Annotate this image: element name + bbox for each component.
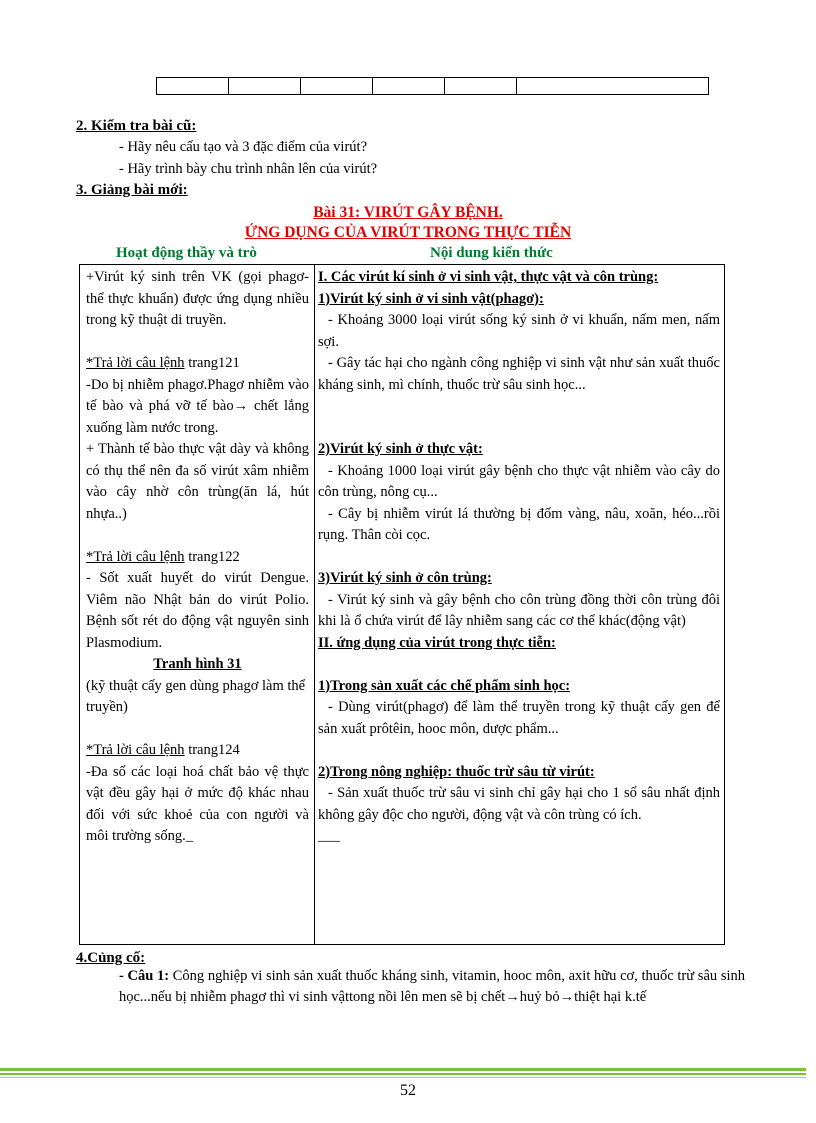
empty-table (156, 77, 709, 95)
content-paragraph: - Sản xuất thuốc trừ sâu vi sinh chỉ gây hại cho 1 số sâu nhất định không gây độc cho người, động vật và côn trùng có ích. (318, 785, 720, 823)
lesson-title-line-1: Bài 31: VIRÚT GÂY BỆNH. (313, 204, 503, 221)
content-paragraph: - Khoảng 3000 loại virút sống ký sinh ở vi khuẩn, nấm men, nấm sợi. (318, 312, 720, 350)
knowledge-content-column (318, 267, 720, 848)
content-paragraph: - Dùng virút(phagơ) để làm thể truyền trong kỹ thuật cấy gen để sản xuất prôtêin, hooc môn, dược phẩm... (318, 699, 720, 737)
content-paragraph: - Gây tác hại cho ngành công nghiệp vi sinh vật như sản xuất thuốc kháng sinh, mì chính, thuốc trừ sâu sinh học... (318, 355, 720, 393)
activity-prompt (86, 740, 309, 762)
table-cell (445, 78, 517, 95)
column-divider (314, 265, 315, 944)
heading-part-2: II. ứng dụng của virút trong thực tiễn: (318, 634, 556, 651)
subheading: 1)Trong sản xuất các chế phẩm sinh học: (318, 677, 571, 694)
prompt-page: trang122 (184, 548, 240, 565)
activity-prompt (86, 547, 309, 569)
question-text-mid: huỷ bỏ (519, 989, 560, 1005)
table-cell (157, 78, 229, 95)
right-column-header: Nội dung kiến thức (430, 245, 553, 261)
lesson-title-line-2: ỨNG DỤNG CỦA VIRÚT TRONG THỰC TIỄN (244, 224, 572, 241)
prompt-label: *Trả lời câu lệnh (86, 742, 185, 758)
section-3-heading: 3. Giảng bài mới: (76, 182, 188, 198)
table-cell (373, 78, 445, 95)
consolidation-question-1 (119, 966, 745, 1008)
content-paragraph: - Khoảng 1000 loại virút gây bệnh cho thực vật nhiễm vào cây do côn trùng, nông cụ... (318, 462, 720, 500)
footer-divider (0, 1068, 806, 1078)
teacher-student-activity-column (86, 267, 309, 848)
arrow-icon: → (233, 398, 249, 414)
figure-label: Tranh hình 31 (153, 656, 242, 672)
prompt-page: trang124 (184, 742, 240, 758)
page-number: 52 (400, 1082, 416, 1099)
arrow-icon: → (559, 989, 575, 1005)
activity-paragraph: -Đa số các loại hoá chất bảo vệ thực vật đều gây hại ở mức độ khác nhau đối với sức khoẻ của con người và môi trường sống._ (86, 763, 309, 844)
content-paragraph: - Virút ký sinh và gây bệnh cho côn trùng đồng thời côn trùng đôi khi là ổ chứa virút để lây nhiễm sang các cơ thể khác(động vật) (318, 591, 720, 629)
section-2-heading: 2. Kiểm tra bài cũ: (76, 118, 197, 134)
table-cell (517, 78, 709, 95)
left-column-header: Hoạt động thầy và trò (116, 245, 257, 261)
activity-paragraph (86, 375, 309, 440)
table-cell (229, 78, 301, 95)
answer-text-end: chết lắng xuống làm nước trong. (86, 398, 309, 436)
end-mark: ___ (318, 828, 340, 844)
activity-paragraph: (kỹ thuật cấy gen dùng phagơ làm thể truyền) (86, 677, 306, 715)
question-text-end: thiệt hại k.tế (574, 989, 647, 1005)
activity-prompt (86, 353, 309, 375)
subheading: 3)Virút ký sinh ở côn trùng: (318, 570, 492, 586)
content-paragraph: - Cây bị nhiễm virút lá thường bị đốm vàng, nâu, xoăn, héo...rồi rụng. Thân còi cọc. (318, 505, 720, 543)
activity-paragraph: +Virút ký sinh trên VK (gọi phagơ-thể thực khuẩn) được ứng dụng nhiều trong kỹ thuật di truyền. (86, 269, 309, 328)
lesson-content-table (79, 264, 725, 945)
prompt-label: *Trả lời câu lệnh (86, 548, 185, 565)
heading-part-1: I. Các virút kí sinh ở vi sinh vật, thực vật và côn trùng: (318, 269, 659, 285)
section-4-heading: 4.Củng cố: (76, 950, 146, 966)
subheading: 2)Trong nông nghiệp: thuốc trừ sâu từ virút: (318, 763, 595, 780)
question-text: Công nghiệp vi sinh sản xuất thuốc kháng sinh, vitamin, hooc môn, axit hữu cơ, thuốc trừ sâu sinh học...nếu bị nhiễm phagơ thì vi sinh vậttong nồi lên men sẽ bị chết (119, 968, 745, 1005)
subheading: 1)Virút ký sinh ở vi sinh vật(phagơ): (318, 290, 544, 307)
activity-paragraph: - Sốt xuất huyết do virút Dengue. Viêm não Nhật bản do virút Polio. Bệnh sốt rét do động vật nguyên sinh Plasmodium. (86, 570, 309, 651)
prompt-page: trang121 (184, 355, 240, 371)
subheading: 2)Virút ký sinh ở thực vật: (318, 441, 483, 457)
prompt-label: *Trả lời câu lệnh (86, 355, 185, 371)
table-row (157, 78, 709, 95)
question-label: - Câu 1: (119, 968, 170, 984)
answer-text: -Do bị nhiễm phagơ.Phagơ nhiễm vào tế bào và phá vỡ tế bào (86, 376, 309, 414)
review-question-2: - Hãy trình bày chu trình nhân lên của virút? (119, 161, 378, 177)
review-question-1: - Hãy nêu cấu tạo và 3 đặc điểm của virút? (119, 139, 368, 155)
arrow-icon: → (505, 989, 520, 1005)
activity-paragraph: + Thành tế bào thực vật dày và không có thụ thể nên đa số virút xâm nhiễm vào cây nhờ côn trùng(ăn lá, hút nhựa..) (86, 441, 309, 522)
table-cell (301, 78, 373, 95)
